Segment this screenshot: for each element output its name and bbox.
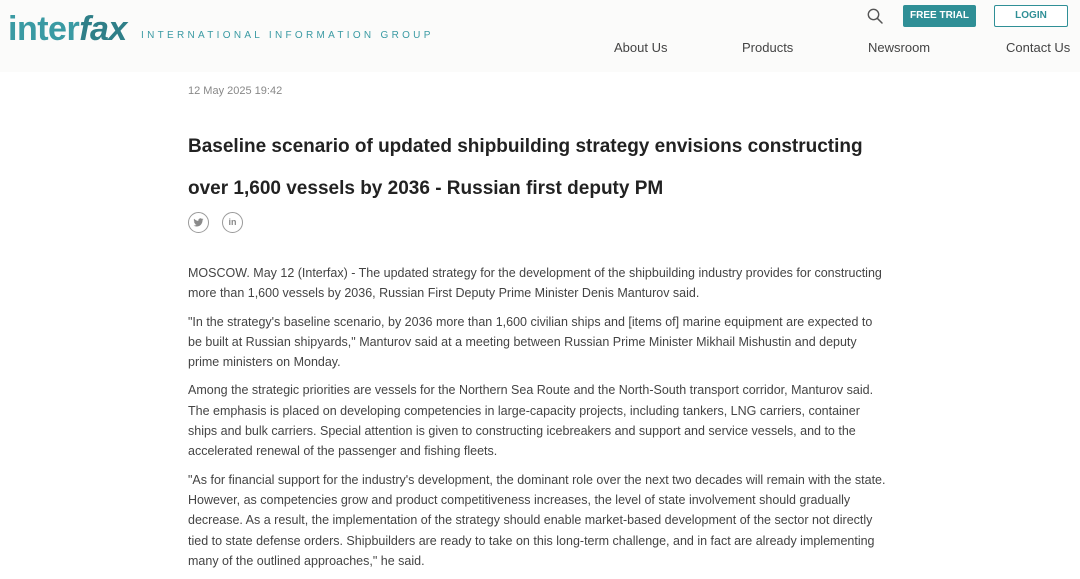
article-paragraph: "In the strategy's baseline scenario, by 2036 more than 1,600 civilian ships and [items of] marine equipment are expected to be built at Russian shipyards," Manturov said at a meeting between Russian Prime Minister Mikhail Mishustin and deputy prime ministers on Monday. xyxy=(188,314,873,370)
article-date: 12 May 2025 19:42 xyxy=(188,85,283,97)
nav-item-products[interactable]: Products xyxy=(742,40,794,55)
site-header xyxy=(0,0,1080,72)
article-paragraph: MOSCOW. May 12 (Interfax) - The updated strategy for the development of the shipbuilding industry provides for constructing more than 1,600 vessels by 2036, Russian First Deputy Prime Minister Denis Manturov said. xyxy=(188,266,882,301)
twitter-icon[interactable] xyxy=(188,212,209,233)
twitter-bird-glyph xyxy=(193,217,204,228)
free-trial-button[interactable]: FREE TRIAL xyxy=(903,5,976,27)
nav-item-contact-us[interactable]: Contact Us xyxy=(1006,40,1071,55)
search-icon[interactable] xyxy=(866,7,884,25)
interfax-logo[interactable] xyxy=(8,4,127,54)
logo-tagline: INTERNATIONAL INFORMATION GROUP xyxy=(141,30,434,41)
nav-item-about-us[interactable]: About Us xyxy=(614,40,668,55)
article-paragraph: "As for financial support for the industry's development, the dominant role over the next two decades will remain with the state. However, as competencies grow and product competitiveness increases, the level of state involvement should gradually decrease. As a result, the implementation of the strategy should enable market-based development of the sector not directly tied to state defense orders. Shipbuilders are ready to take on this long-term challenge, and in fact are already implementing many of the outlined approaches," he said. xyxy=(188,472,886,568)
article-title: Baseline scenario of updated shipbuilding strategy envisions constructing over 1,600 vessels by 2036 - Russian first deputy PM xyxy=(188,136,863,199)
nav-item-newsroom[interactable]: Newsroom xyxy=(868,40,931,55)
article-paragraph: Among the strategic priorities are vessels for the Northern Sea Route and the North-South transport corridor, Manturov said. The emphasis is placed on developing competencies in large-capacity projects, including tankers, LNG carriers, container ships and bulk carriers. Special attention is given to constructing icebreakers and support and service vessels, and to the accelerated renewal of the passenger and fishing fleets. xyxy=(188,383,874,459)
linkedin-icon[interactable] xyxy=(222,212,243,233)
linkedin-glyph: in xyxy=(228,217,237,227)
article-body xyxy=(188,263,888,579)
logo-text-accent: fax xyxy=(79,10,127,48)
logo-text-main: inter xyxy=(8,10,80,48)
login-button[interactable]: LOGIN xyxy=(994,5,1068,27)
